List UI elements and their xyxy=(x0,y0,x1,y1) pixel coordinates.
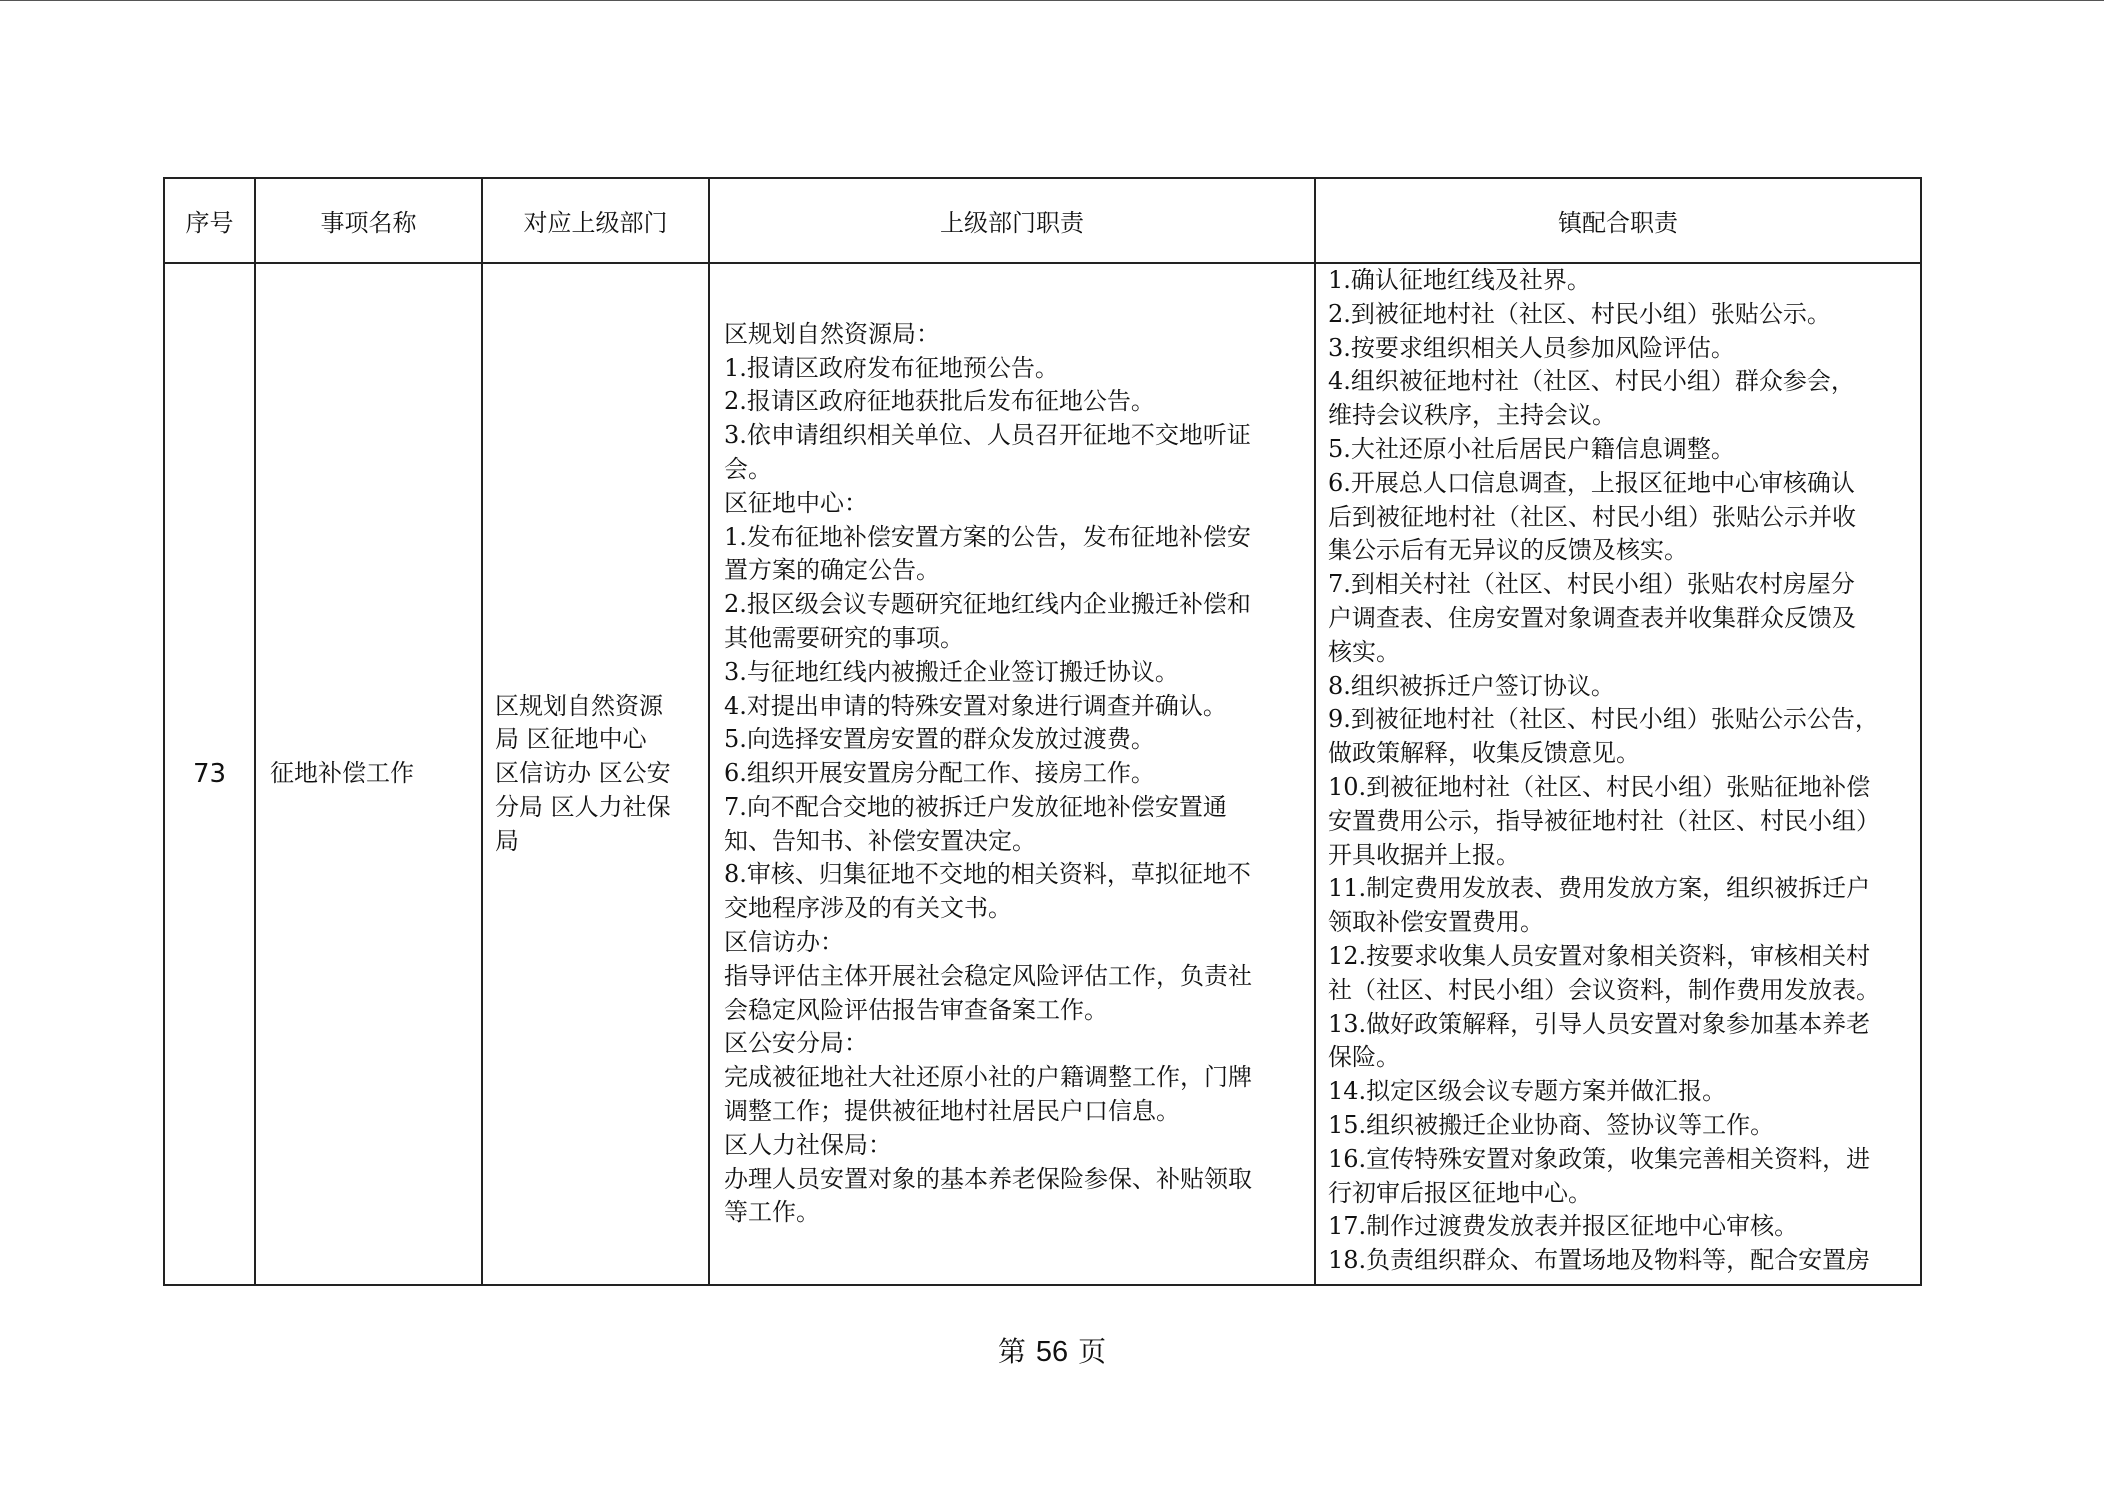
superior-duty-line: 3.与征地红线内被搬迁企业签订搬迁协议。 xyxy=(724,657,1179,686)
town-duty-line: 17.制作过渡费发放表并报区征地中心审核。 xyxy=(1328,1212,1799,1241)
town-duty-line: 做政策解释，收集反馈意见。 xyxy=(1328,739,1640,768)
town-duty-line: 开具收据并上报。 xyxy=(1328,840,1520,869)
superior-duty-line: 区人力社保局： xyxy=(724,1130,892,1159)
superior-duties-text xyxy=(724,318,1302,1231)
cell-seq: 73 xyxy=(164,263,255,1285)
superior-duty-line: 5.向选择安置房安置的群众发放过渡费。 xyxy=(724,725,1155,754)
town-duty-line: 14.拟定区级会议专题方案并做汇报。 xyxy=(1328,1077,1727,1106)
town-duty-line: 10.到被征地村社（社区、村民小组）张贴征地补偿 xyxy=(1328,772,1871,801)
superior-duty-line: 8.审核、归集征地不交地的相关资料，草拟征地不 xyxy=(724,860,1251,889)
superior-duty-line: 2.报请区政府征地获批后发布征地公告。 xyxy=(724,387,1155,416)
superior-duty-line: 区征地中心： xyxy=(724,488,868,517)
cell-town-duties xyxy=(1315,263,1921,1285)
superior-duty-line: 4.对提出申请的特殊安置对象进行调查并确认。 xyxy=(724,691,1227,720)
superior-duty-line: 完成被征地社大社还原小社的户籍调整工作，门牌 xyxy=(724,1063,1252,1092)
department-line: 分局 区人力社保 xyxy=(495,792,671,821)
town-duty-line: 9.到被征地村社（社区、村民小组）张贴公示公告， xyxy=(1328,705,1879,734)
page-number xyxy=(0,1330,2104,1370)
town-duty-line: 5.大社还原小社后居民户籍信息调整。 xyxy=(1328,434,1735,463)
superior-duty-line: 交地程序涉及的有关文书。 xyxy=(724,894,1012,923)
header-row xyxy=(164,178,1921,263)
superior-duty-line: 会。 xyxy=(724,454,772,483)
town-duty-line: 集公示后有无异议的反馈及核实。 xyxy=(1328,536,1688,565)
superior-duty-line: 区规划自然资源局： xyxy=(724,319,940,348)
town-duty-line: 15.组织被搬迁企业协商、签协议等工作。 xyxy=(1328,1110,1775,1139)
superior-duty-line: 其他需要研究的事项。 xyxy=(724,623,964,652)
town-duty-line: 4.组织被征地村社（社区、村民小组）群众参会， xyxy=(1328,367,1855,396)
superior-duty-line: 会稳定风险评估报告审查备案工作。 xyxy=(724,995,1108,1024)
town-duty-line: 18.负责组织群众、布置场地及物料等，配合安置房 xyxy=(1328,1246,1871,1275)
superior-duty-line: 1.发布征地补偿安置方案的公告，发布征地补偿安 xyxy=(724,522,1251,551)
superior-duty-line: 指导评估主体开展社会稳定风险评估工作，负责社 xyxy=(724,961,1252,990)
town-duty-line: 12.按要求收集人员安置对象相关资料，审核相关村 xyxy=(1328,941,1871,970)
cell-name xyxy=(255,263,482,1285)
department-line: 区规划自然资源 xyxy=(495,691,663,720)
town-duty-line: 保险。 xyxy=(1328,1043,1400,1072)
header-seq: 序号 xyxy=(164,178,255,263)
page-number-prefix: 第 xyxy=(997,1335,1026,1368)
department-line: 区信访办 区公安 xyxy=(495,759,671,788)
town-duty-line: 行初审后报区征地中心。 xyxy=(1328,1178,1592,1207)
superior-duty-line: 2.报区级会议专题研究征地红线内企业搬迁补偿和 xyxy=(724,590,1251,619)
town-duty-line: 11.制定费用发放表、费用发放方案，组织被拆迁户 xyxy=(1328,874,1871,903)
header-superior-duties: 上级部门职责 xyxy=(709,178,1315,263)
town-duty-line: 社（社区、村民小组）会议资料，制作费用发放表。 xyxy=(1328,975,1880,1004)
town-duty-line: 户调查表、住房安置对象调查表并收集群众反馈及 xyxy=(1328,603,1856,632)
town-duty-line: 8.组织被拆迁户签订协议。 xyxy=(1328,671,1615,700)
town-duty-line: 3.按要求组织相关人员参加风险评估。 xyxy=(1328,333,1735,362)
town-duty-line: 核实。 xyxy=(1328,637,1400,666)
table-row xyxy=(164,263,1921,1285)
superior-duty-line: 调整工作；提供被征地村社居民户口信息。 xyxy=(724,1097,1180,1126)
town-duty-line: 后到被征地村社（社区、村民小组）张贴公示并收 xyxy=(1328,502,1856,531)
superior-duty-line: 等工作。 xyxy=(724,1198,820,1227)
superior-duty-line: 区信访办： xyxy=(724,928,844,957)
town-duty-line: 1.确认征地红线及社界。 xyxy=(1328,266,1591,294)
superior-duty-line: 3.依申请组织相关单位、人员召开征地不交地听证 xyxy=(724,421,1251,450)
matter-name: 征地补偿工作 xyxy=(270,759,414,788)
town-duty-line: 2.到被征地村社（社区、村民小组）张贴公示。 xyxy=(1328,299,1831,328)
superior-duty-line: 办理人员安置对象的基本养老保险参保、补贴领取 xyxy=(724,1164,1252,1193)
superior-duty-line: 区公安分局： xyxy=(724,1029,868,1058)
town-duty-line: 16.宣传特殊安置对象政策，收集完善相关资料，进 xyxy=(1328,1144,1871,1173)
cell-superior-duties xyxy=(709,263,1315,1285)
page-top-border xyxy=(0,0,2104,1)
header-town-duties: 镇配合职责 xyxy=(1315,178,1921,263)
superior-duty-line: 置方案的确定公告。 xyxy=(724,556,940,585)
header-name: 事项名称 xyxy=(255,178,482,263)
page-number-value: 56 xyxy=(1035,1336,1069,1368)
department-line: 局 xyxy=(495,826,519,855)
town-duty-line: 7.到相关村社（社区、村民小组）张贴农村房屋分 xyxy=(1328,570,1855,599)
departments-text xyxy=(495,690,696,859)
page-number-suffix: 页 xyxy=(1078,1335,1107,1368)
superior-duty-line: 6.组织开展安置房分配工作、接房工作。 xyxy=(724,759,1155,788)
town-duty-line: 领取补偿安置费用。 xyxy=(1328,908,1544,937)
town-duty-line: 维持会议秩序，主持会议。 xyxy=(1328,401,1616,430)
matters-table xyxy=(163,177,1922,1286)
town-duties-text xyxy=(1328,264,1912,1284)
superior-duty-line: 知、告知书、补偿安置决定。 xyxy=(724,826,1036,855)
superior-duty-line: 7.向不配合交地的被拆迁户发放征地补偿安置通 xyxy=(724,792,1227,821)
superior-duty-line: 1.报请区政府发布征地预公告。 xyxy=(724,353,1059,382)
department-line: 局 区征地中心 xyxy=(495,725,647,754)
town-duty-line: 13.做好政策解释，引导人员安置对象参加基本养老 xyxy=(1328,1009,1871,1038)
cell-departments xyxy=(482,263,709,1285)
town-duty-line: 安置费用公示，指导被征地村社（社区、村民小组） xyxy=(1328,806,1880,835)
header-departments: 对应上级部门 xyxy=(482,178,709,263)
town-duty-line: 6.开展总人口信息调查，上报区征地中心审核确认 xyxy=(1328,468,1855,497)
